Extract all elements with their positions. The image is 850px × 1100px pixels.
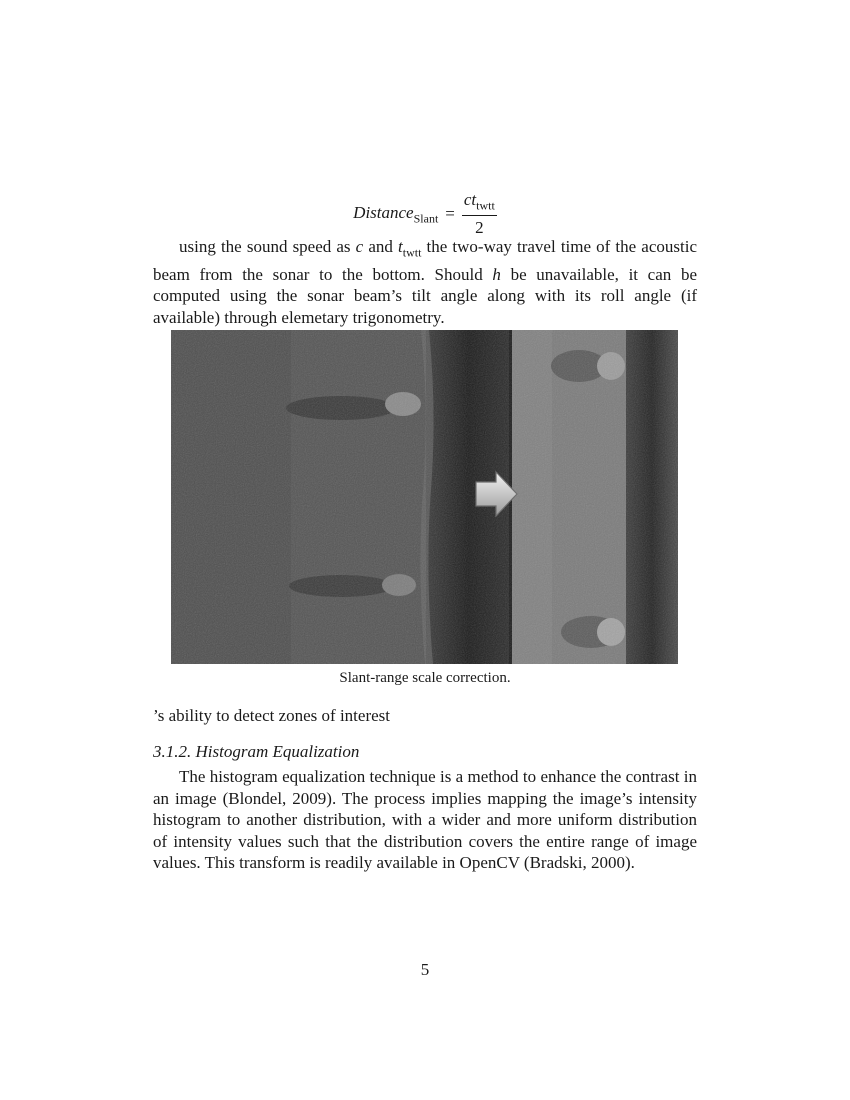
sonar-speckle xyxy=(171,330,678,664)
p1-var-c: c xyxy=(355,237,364,256)
slant-distance-equation xyxy=(0,190,850,238)
p1-var-h: h xyxy=(492,264,501,284)
p1-var-t: t xyxy=(398,237,403,256)
equation-equals: = xyxy=(445,204,455,224)
equation-fraction xyxy=(462,190,497,238)
figure-caption: Slant-range scale correction. xyxy=(339,670,511,686)
p1-text-1: using the sound speed as xyxy=(179,237,356,256)
subsection-title: 3.1.2. Histogram Equalization xyxy=(153,742,360,761)
sonar-figure xyxy=(171,330,678,664)
paragraph-histogram xyxy=(153,766,697,874)
equation-lhs-main: Distance xyxy=(353,202,414,222)
sonar-image xyxy=(171,330,678,664)
numerator-subscript: twtt xyxy=(476,198,495,213)
text-fragment: ’s ability to detect zones of interest xyxy=(153,706,390,725)
p1-text-3: the two-way travel time of the acoustic beam from the sonar to the bottom. Should xyxy=(153,237,698,284)
equation-lhs xyxy=(353,203,438,226)
p1-var-t-subscript: twtt xyxy=(402,245,422,260)
numerator-main: ct xyxy=(463,190,477,209)
equation-numerator xyxy=(462,190,497,216)
page-number: 5 xyxy=(420,960,430,979)
equation-denominator: 2 xyxy=(475,218,484,238)
equation-lhs-subscript: Slant xyxy=(413,210,439,225)
p1-text-2: and xyxy=(363,237,398,256)
paragraph-slant-explanation xyxy=(153,236,697,328)
p1-text-4: be unavailable, it can be computed using the sonar beam’s tilt angle along with its roll angle (if available) through elemetary trigonometry. xyxy=(153,264,697,327)
p2-text: The histogram equalization technique is a method to enhance the contrast in an image (Blondel, 2009). The process implies mapping the image’s intensity histogram to another distribution, with a wider and more uniform distribution of intensity values such that the distribution covers the entire range of image values. This transform is readily available in OpenCV (Bradski, 2000). xyxy=(153,767,697,872)
